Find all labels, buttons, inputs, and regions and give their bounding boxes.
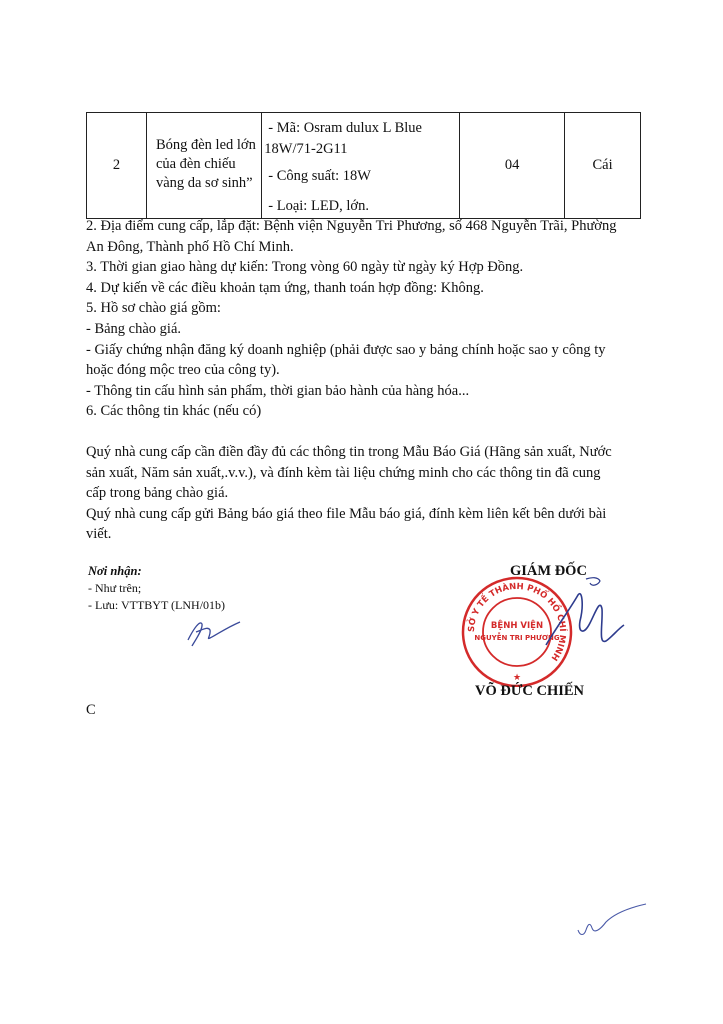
instruction-line: Quý nhà cung cấp gửi Bảng báo giá theo file Mẫu báo giá, đính kèm liên kết bên dưới bài — [86, 505, 607, 522]
spec-code-cont: 18W/71-2G11 — [264, 140, 348, 157]
spec-cell — [262, 113, 460, 219]
item-name-line: vàng da sơ sinh” — [155, 175, 253, 192]
other-info: 6. Các thông tin khác (nếu có) — [86, 403, 262, 420]
spec-code: - Mã: Osram dulux L Blue — [268, 120, 422, 136]
location-line: 2. Địa điểm cung cấp, lắp đặt: Bệnh viện Nguyễn Tri Phương, số 468 Nguyễn Trãi, Phường — [86, 218, 617, 234]
stt-cell: 2 — [87, 113, 147, 219]
location-line: An Đông, Thành phố Hồ Chí Minh. — [86, 238, 294, 255]
footer-mark: C — [86, 702, 96, 718]
dossier-item: - Giấy chứng nhận đăng ký doanh nghiệp (phải được sao y bảng chính hoặc sao y công ty — [86, 341, 606, 358]
delivery-time: 3. Thời gian giao hàng dự kiến: Trong vòng 60 ngày từ ngày ký Hợp Đồng. — [86, 259, 524, 276]
payment-terms: 4. Dự kiến về các điều khoản tạm ứng, thanh toán hợp đồng: Không. — [86, 279, 484, 296]
unit-cell: Cái — [565, 113, 641, 219]
stamp-star-icon: ★ — [512, 672, 522, 682]
director-signature — [540, 575, 630, 665]
stamp-center-line: BỆNH VIỆN — [490, 621, 544, 631]
recipient-item: - Lưu: VTTBYT (LNH/01b) — [88, 598, 226, 612]
stamp-center-line: NGUYỄN TRI PHƯƠNG — [474, 634, 560, 642]
spec-type: - Loại: LED, lớn. — [268, 197, 369, 214]
signature-title: GIÁM ĐỐC — [510, 563, 587, 579]
item-name-line: Bóng đèn led lớn — [155, 137, 256, 154]
signer-name: VÕ ĐỨC CHIẾN — [475, 683, 585, 699]
instruction-line: Quý nhà cung cấp cần điền đầy đủ các thông tin trong Mẫu Báo Giá (Hãng sản xuất, Nước — [86, 443, 612, 460]
instruction-line: sản xuất, Năm sản xuất,.v.v.), và đính kèm tài liệu chứng minh cho các thông tin đã cung — [86, 464, 601, 481]
item-table — [86, 112, 641, 219]
dossier-item: - Thông tin cấu hình sản phẩm, thời gian bảo hành của hàng hóa... — [86, 382, 470, 399]
recipients-title: Nơi nhận: — [88, 564, 142, 578]
body-text — [86, 216, 646, 545]
item-name-cell — [146, 113, 261, 219]
quantity-cell: 04 — [460, 113, 565, 219]
stamp-ring-text: SỞ Y TẾ THÀNH PHỐ HỒ CHÍ MINH — [466, 581, 568, 663]
dossier-item: - Bảng chào giá. — [86, 320, 182, 337]
spec-power: - Công suất: 18W — [268, 168, 371, 185]
instruction-line: viết. — [86, 526, 112, 543]
dossier-item: hoặc đóng mộc treo của công ty). — [86, 362, 280, 379]
recipient-item: - Như trên; — [88, 581, 142, 595]
dossier-heading: 5. Hồ sơ chào giá gồm: — [86, 300, 221, 317]
item-name-line: của đèn chiếu — [155, 156, 236, 173]
recipients-block — [88, 563, 225, 614]
margin-scribble — [570, 900, 650, 950]
instruction-line: cấp trong bảng chào giá. — [86, 485, 229, 502]
initial-signature — [180, 612, 250, 652]
table-row — [87, 113, 641, 219]
